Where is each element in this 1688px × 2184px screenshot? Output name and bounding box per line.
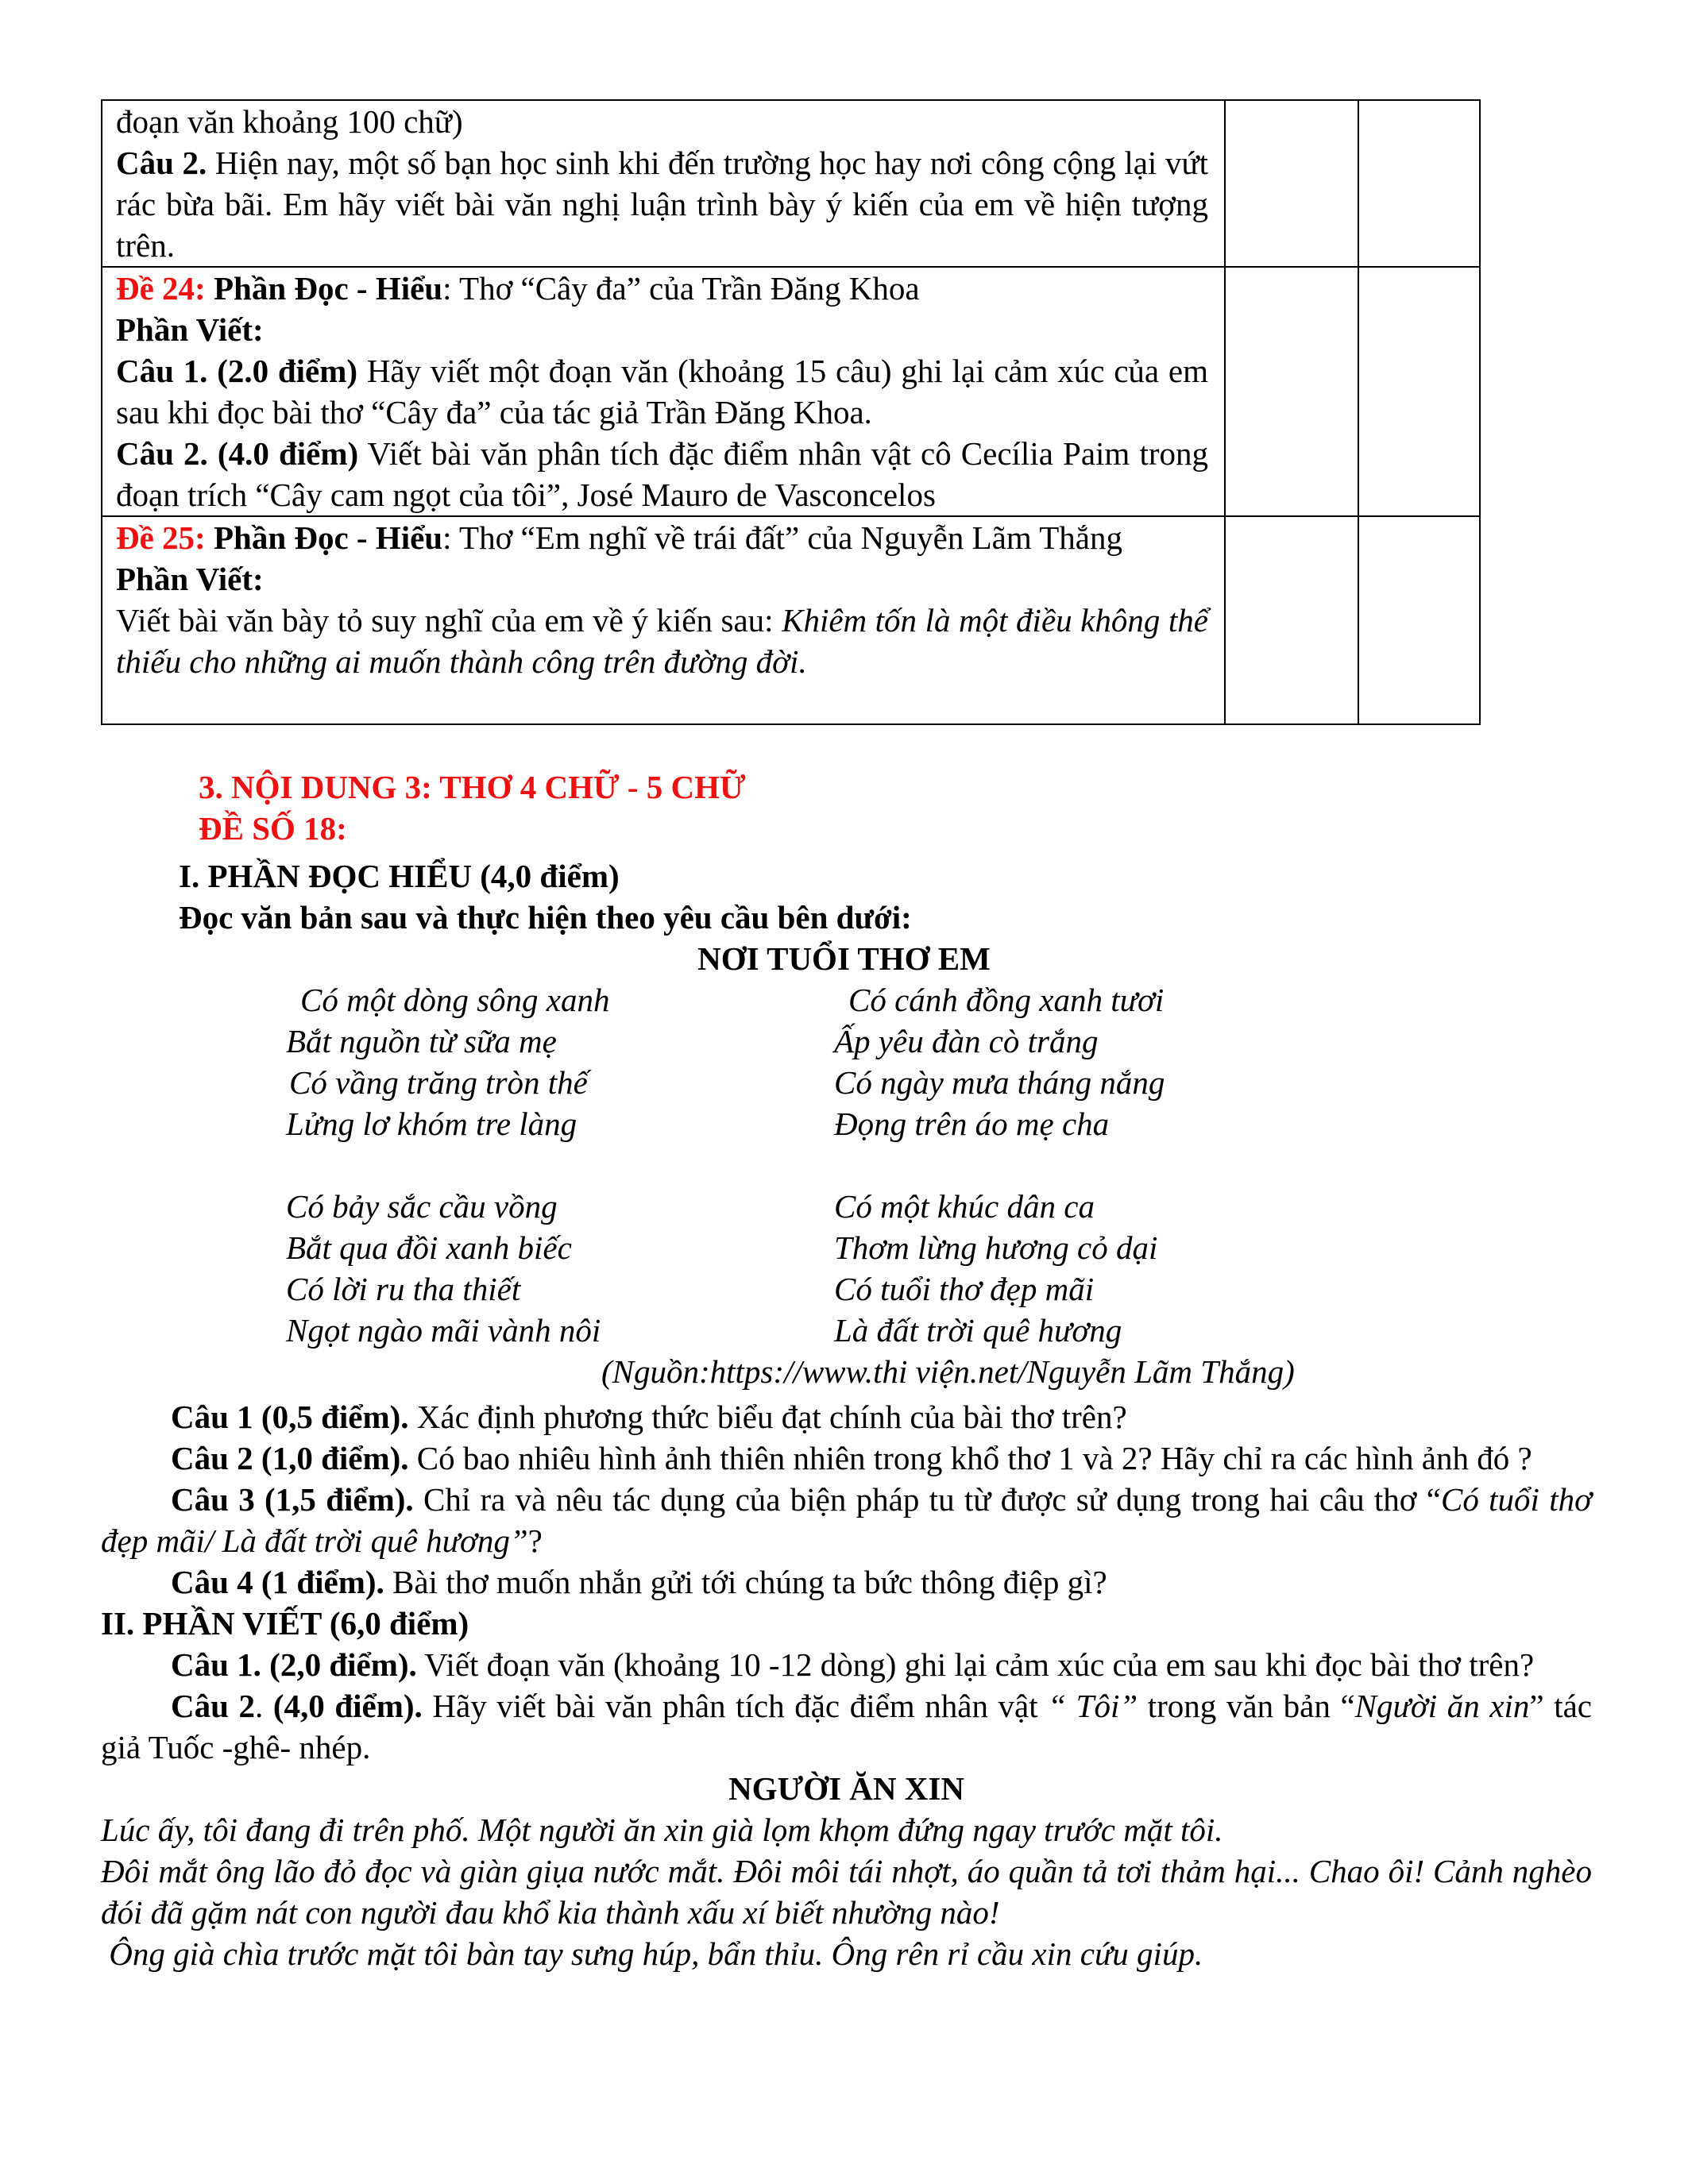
question (101, 1396, 1592, 1437)
poem-title: NƠI TUỔI THƠ EM (697, 940, 991, 977)
question-label: Câu 2. (4.0 điểm) (116, 435, 359, 472)
empty-cell (1225, 516, 1358, 724)
topic-question (116, 350, 1208, 433)
story-name: Người ăn xin (1354, 1688, 1530, 1724)
empty-cell (1358, 100, 1480, 267)
question-label: Câu 4 (1 điểm). (171, 1564, 384, 1600)
part-label: Phần Đọc - Hiểu (213, 519, 443, 556)
section-heading: 3. NỘI DUNG 3: THƠ 4 CHỮ - 5 CHỮ (199, 769, 746, 805)
question (101, 1479, 1592, 1561)
topic-text: đoạn văn khoảng 100 chữ) (116, 103, 463, 140)
question (101, 1561, 1592, 1603)
topic-question (116, 433, 1208, 515)
empty-cell (1225, 267, 1358, 516)
poem-line: Có một dòng sông xanh (300, 982, 610, 1018)
part-label: Phần Đọc - Hiểu (213, 270, 443, 307)
question-text: Bài thơ muốn nhắn gửi tới chúng ta bức thông điệp gì? (384, 1564, 1107, 1600)
question-text-end: ? (527, 1522, 543, 1559)
poem-source: (Nguồn:https://www.thi viện.net/Nguyễn Lãm Thắng) (601, 1353, 1295, 1390)
topic-number: Đề 25: (116, 519, 206, 556)
quoted-opinion: Khiêm tốn là một điều không thể thiếu cho những ai muốn thành công trên đường đời. (116, 602, 1208, 680)
topic-heading (116, 268, 1208, 309)
question: Câu 2. (4,0 điểm). Hãy viết bài văn phân tích đặc điểm nhân vật “ Tôi” trong văn bản “Người ăn xin” tác giả Tuốc -ghê- nhép. (101, 1688, 1592, 1765)
poem-line: Thơm lừng hương cỏ dại (834, 1229, 1158, 1266)
poem-line: Là đất trời quê hương (834, 1312, 1122, 1349)
question-text: Hãy viết bài văn phân tích đặc điểm nhân vật (422, 1688, 1049, 1724)
story-paragraph: Đôi mắt ông lão đỏ đọc và giàn giụa nước mắt. Đôi môi tái nhợt, áo quần tả tơi thảm hại... Chao ôi! Cảnh nghèo đói đã gặm nát con người đau khổ kia thành xấu xí biết nhường nào! (101, 1853, 1592, 1931)
story-paragraph: Lúc ấy, tôi đang đi trên phố. Một người ăn xin già lọm khọm đứng ngay trước mặt tôi. (101, 1812, 1223, 1848)
poem-line: Có một khúc dân ca (834, 1188, 1095, 1225)
table-row (102, 267, 1480, 516)
instruction: Đọc văn bản sau và thực hiện theo yêu cầu bên dưới: (179, 899, 912, 936)
question-label: Câu 3 (1,5 điểm). (171, 1481, 414, 1518)
topic-text: : Thơ “Cây đa” của Trần Đăng Khoa (442, 270, 920, 307)
topic-cell (102, 100, 1225, 267)
poem-line (286, 1144, 610, 1186)
poem-line: Có vầng trăng tròn thế (289, 1064, 588, 1101)
poem-line: Bắt qua đồi xanh biếc (286, 1229, 572, 1266)
question-text: Viết đoạn văn (khoảng 10 -12 dòng) ghi lại cảm xúc của em sau khi đọc bài thơ trên? (416, 1646, 1535, 1683)
question-text: Hãy viết một đoạn văn (khoảng 15 câu) ghi lại cảm xúc của em sau khi đọc bài thơ “Cây đa” của tác giả Trần Đăng Khoa. (116, 353, 1208, 430)
character-name: “ Tôi” (1048, 1688, 1138, 1724)
topic-text: : Thơ “Em nghĩ về trái đất” của Nguyễn Lãm Thắng (442, 519, 1122, 556)
story-paragraph: Ông già chìa trước mặt tôi bàn tay sưng húp, bẩn thỉu. Ông rên rỉ cầu xin cứu giúp. (101, 1935, 1203, 1972)
question (101, 1437, 1592, 1479)
poem-line: Có tuổi thơ đẹp mãi (834, 1271, 1095, 1307)
poem-line: Lửng lơ khóm tre làng (286, 1106, 577, 1142)
question-label: Câu 1 (0,5 điểm). (171, 1399, 409, 1435)
question-text: Chỉ ra và nêu tác dụng của biện pháp tu từ được sử dụng trong hai câu thơ “ (413, 1481, 1441, 1518)
question-text: Viết bài văn phân tích đặc điểm nhân vật cô Cecília Paim trong đoạn trích “Cây cam ngọt của tôi”, José Mauro de Vasconcelos (116, 435, 1208, 513)
topic-heading (116, 517, 1208, 558)
table-row (102, 100, 1480, 267)
empty-cell (1225, 100, 1358, 267)
poem-line: Có bảy sắc cầu vồng (286, 1188, 558, 1225)
topic-cell (102, 267, 1225, 516)
poem-line: Có ngày mưa tháng nắng (834, 1064, 1165, 1101)
exam-number: ĐỀ SỐ 18: (199, 810, 347, 847)
question-text: Viết bài văn bày tỏ suy nghĩ của em về ý kiến sau: (116, 602, 782, 639)
empty-cell (1358, 516, 1480, 724)
topic-cell (102, 516, 1225, 724)
part-title: II. PHẦN VIẾT (6,0 điểm) (101, 1605, 469, 1642)
table-row (102, 516, 1480, 724)
question-label: Câu 2 (1,0 điểm). (171, 1440, 409, 1476)
exam-topic-table (101, 99, 1481, 725)
question-label: Câu 2 (171, 1688, 256, 1724)
question-label: Câu 1. (2.0 điểm) (116, 353, 358, 389)
question-text: Có bao nhiêu hình ảnh thiên nhiên trong khổ thơ 1 và 2? Hãy chỉ ra các hình ảnh đó ? (408, 1440, 1532, 1476)
topic-question (116, 600, 1208, 682)
question-label: Câu 1. (2,0 điểm). (171, 1646, 417, 1683)
story-title: NGƯỜI ĂN XIN (728, 1770, 964, 1807)
topic-number: Đề 24: (116, 270, 206, 307)
part-title: I. PHẦN ĐỌC HIỂU (4,0 điểm) (179, 858, 620, 894)
poem-line: Ấp yêu đàn cò trắng (834, 1023, 1099, 1059)
poem-line: Đọng trên áo mẹ cha (834, 1106, 1110, 1142)
poem-left-column (286, 979, 610, 1351)
topic-question (116, 142, 1208, 266)
part-label: Phần Viết: (116, 561, 264, 597)
question-text: Xác định phương thức biểu đạt chính của bài thơ trên? (408, 1399, 1127, 1435)
poem-right-column (834, 979, 1165, 1351)
poem-line: Có cánh đồng xanh tươi (848, 982, 1165, 1018)
question (101, 1644, 1592, 1685)
empty-cell (1358, 267, 1480, 516)
question-points: (4,0 điểm). (272, 1688, 423, 1724)
poem-line: Có lời ru tha thiết (286, 1271, 521, 1307)
quoted-verse: Có tuổi thơ đẹp mãi/ Là đất trời quê hương” (101, 1481, 1593, 1559)
part-label: Phần Viết: (116, 311, 264, 348)
poem-line: Bắt nguồn từ sữa mẹ (286, 1023, 557, 1059)
reading-questions (101, 1396, 1592, 1974)
poem-line (834, 1144, 1165, 1186)
poem-line: Ngọt ngào mãi vành nôi (286, 1312, 601, 1349)
question-text: Hiện nay, một số bạn học sinh khi đến trường học hay nơi công cộng lại vứt rác bừa bãi. Em hãy viết bài văn nghị luận trình bày ý kiến của em về hiện tượng trên. (116, 145, 1208, 264)
question-label: Câu 2. (116, 145, 207, 181)
